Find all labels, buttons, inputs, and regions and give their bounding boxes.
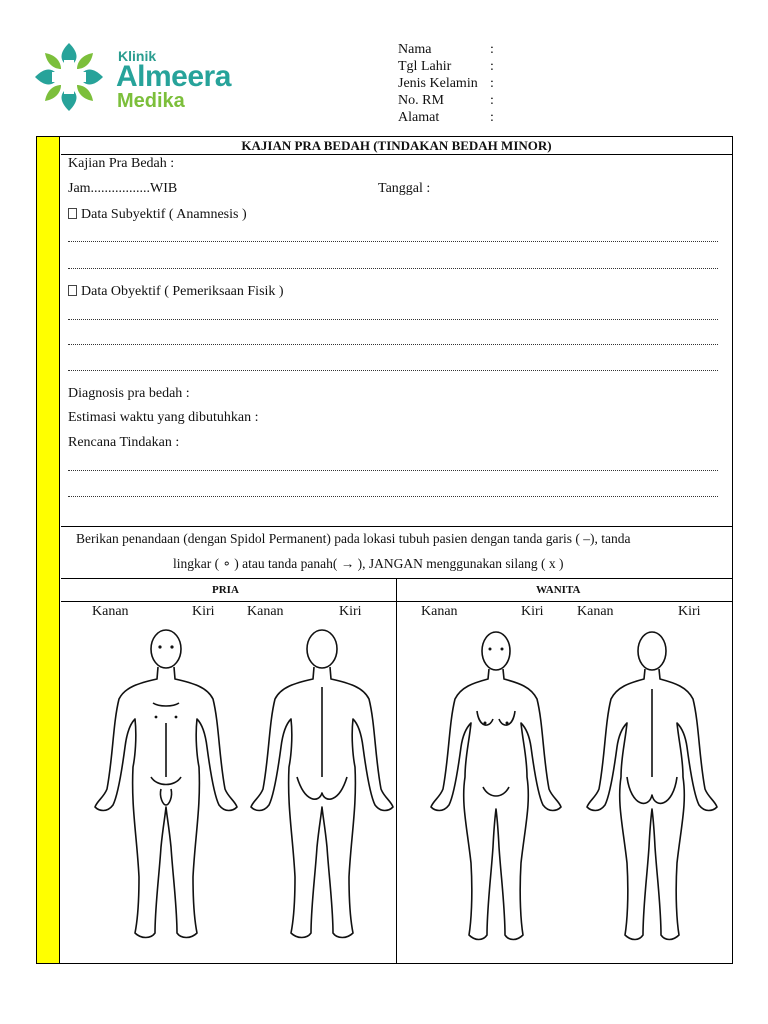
- field-tgl-lahir[interactable]: [398, 58, 518, 75]
- field-nama[interactable]: [398, 41, 518, 58]
- male-back-right-label: Kanan: [247, 604, 284, 619]
- checkbox-icon[interactable]: [68, 285, 77, 296]
- objective-heading: [68, 284, 284, 300]
- female-back-body[interactable]: [577, 627, 727, 947]
- clinic-logo: [30, 40, 250, 115]
- jam-field[interactable]: Jam.................WIB: [68, 181, 178, 196]
- logo-text-klinik: Klinik: [118, 48, 157, 64]
- objective-line-1[interactable]: [68, 318, 718, 320]
- estimate-label: Estimasi waktu yang dibutuhkan :: [68, 410, 259, 425]
- intro-label: Kajian Pra Bedah :: [68, 156, 175, 171]
- field-label: Nama: [398, 42, 432, 57]
- field-colon: :: [490, 59, 494, 74]
- subjective-label: Data Subyektif ( Anamnesis ): [81, 207, 247, 222]
- instruction-line-1: Berikan penandaan (dengan Spidol Permanent) pada lokasi tubuh pasien dengan tanda garis ( –), tanda: [76, 531, 631, 546]
- instruction-line-2: lingkar ( ∘ ) atau tanda panah( → ), JANGAN menggunakan silang ( x ): [173, 556, 564, 571]
- plan-line-2[interactable]: [68, 495, 718, 497]
- checkbox-icon[interactable]: [68, 208, 77, 219]
- male-back-left-label: Kiri: [339, 604, 362, 619]
- form-content: [61, 137, 732, 963]
- field-label: Tgl Lahir: [398, 59, 452, 74]
- logo-text-almeera: Almeera: [116, 60, 231, 93]
- medical-cross-icon: [30, 40, 108, 115]
- logo-text-medika: Medika: [117, 90, 185, 112]
- subjective-heading: [68, 207, 247, 223]
- field-colon: :: [490, 110, 494, 125]
- objective-line-2[interactable]: [68, 343, 718, 345]
- subjective-line-2[interactable]: [68, 267, 718, 269]
- assessment-form: [36, 136, 733, 964]
- tanggal-field[interactable]: Tanggal :: [378, 181, 431, 196]
- field-label: Alamat: [398, 110, 440, 125]
- female-front-left-label: Kiri: [521, 604, 544, 619]
- field-colon: :: [490, 93, 494, 108]
- field-jenis-kelamin[interactable]: [398, 75, 518, 92]
- marking-instruction: [61, 526, 732, 579]
- male-front-right-label: Kanan: [92, 604, 129, 619]
- female-back-left-label: Kiri: [678, 604, 701, 619]
- male-front-left-label: Kiri: [192, 604, 215, 619]
- field-alamat[interactable]: [398, 109, 518, 126]
- male-back-body[interactable]: [247, 627, 397, 947]
- diagnosis-label: Diagnosis pra bedah :: [68, 386, 190, 401]
- male-label: PRIA: [212, 584, 239, 596]
- female-back-right-label: Kanan: [577, 604, 614, 619]
- field-colon: :: [490, 42, 494, 57]
- patient-info: [398, 41, 518, 126]
- subjective-line-1[interactable]: [68, 240, 718, 242]
- female-front-right-label: Kanan: [421, 604, 458, 619]
- male-front-body[interactable]: [91, 627, 241, 947]
- field-label: No. RM: [398, 93, 444, 108]
- objective-label: Data Obyektif ( Pemeriksaan Fisik ): [81, 284, 284, 299]
- yellow-side-bar: [37, 137, 60, 963]
- field-label: Jenis Kelamin: [398, 76, 478, 91]
- plan-line-1[interactable]: [68, 469, 718, 471]
- female-label: WANITA: [536, 584, 581, 596]
- field-no-rm[interactable]: [398, 92, 518, 109]
- female-front-body[interactable]: [421, 627, 571, 947]
- form-title: KAJIAN PRA BEDAH (TINDAKAN BEDAH MINOR): [61, 137, 732, 155]
- plan-label: Rencana Tindakan :: [68, 435, 180, 450]
- objective-line-3[interactable]: [68, 369, 718, 371]
- field-colon: :: [490, 76, 494, 91]
